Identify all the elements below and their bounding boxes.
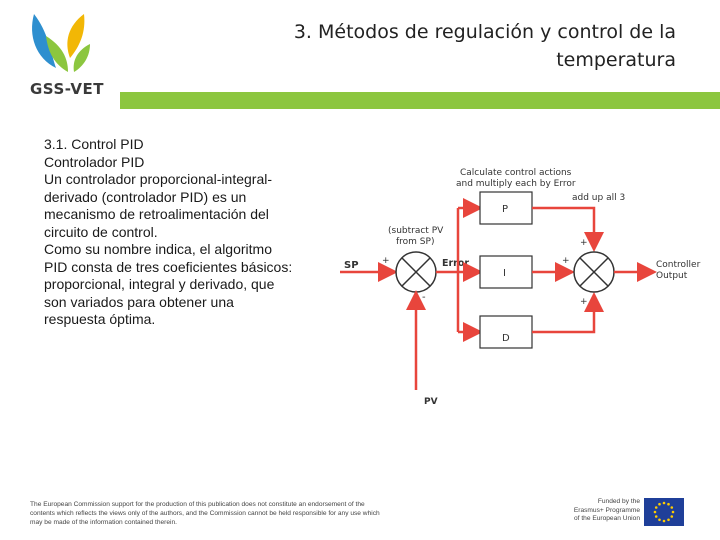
pid-diagram	[338, 160, 718, 420]
eu-star	[655, 515, 658, 518]
title-line-1: 3. Métodos de regulación y control de la	[293, 21, 676, 43]
eu-flag-icon	[644, 498, 684, 526]
subtract-label-2: from SP)	[396, 237, 435, 247]
eu-star	[670, 506, 673, 509]
output-label-1: Controller	[656, 260, 701, 270]
sp-label: SP	[344, 260, 359, 271]
funded-line: Erasmus+ Programme	[573, 506, 640, 514]
add-up-label: add up all 3	[572, 193, 626, 203]
eu-star	[655, 506, 658, 509]
page-title	[216, 18, 676, 74]
subtract-label-1: (subtract PV	[388, 226, 444, 236]
disclaimer-line: The European Commission support for the production of this publication does not constitute an endorsement of the	[30, 501, 365, 508]
eu-star	[670, 515, 673, 518]
body-line: derivado (controlador PID) es un	[44, 188, 247, 205]
body-line: Controlador PID	[44, 153, 145, 170]
eu-star	[667, 503, 670, 506]
eu-star	[672, 511, 675, 514]
body-line: Como su nombre indica, el algoritmo	[44, 241, 272, 257]
pv-label: PV	[424, 397, 438, 407]
d-block-label: D	[502, 333, 510, 344]
disclaimer-line: contents which reflects the views only of the authors, and the Commission cannot be held responsible for any use which	[30, 510, 380, 517]
sum1-minus-sign: -	[422, 292, 426, 303]
eu-star	[663, 502, 666, 505]
body-line: proporcional, integral y derivado, que	[44, 276, 275, 292]
eu-star	[658, 503, 661, 506]
funded-line: of the European Union	[574, 515, 640, 522]
i-block-label: I	[503, 268, 506, 279]
sum2-plus-mid: +	[562, 256, 570, 266]
eu-disclaimer	[30, 500, 450, 527]
body-line: Un controlador proporcional-integral-	[44, 171, 273, 187]
header-accent-bar	[120, 92, 720, 109]
sum1-plus-sign: +	[382, 256, 390, 266]
sum2-plus-bottom: +	[580, 297, 588, 307]
disclaimer-line: may be made of the information contained therein.	[30, 519, 177, 526]
eu-star	[658, 518, 661, 521]
p-block-label: P	[502, 204, 509, 215]
title-line-2: temperatura	[556, 49, 676, 71]
brand-name: GSS-VET	[30, 80, 104, 98]
sum2-plus-top: +	[580, 238, 588, 248]
eu-star	[667, 518, 670, 521]
body-line: PID consta de tres coeficientes básicos:	[44, 258, 293, 275]
body-line: respuesta óptima.	[44, 311, 156, 327]
body-line: circuito de control.	[44, 223, 158, 240]
body-line: son variados para obtener una	[44, 293, 234, 310]
eu-star	[663, 520, 666, 523]
output-label-2: Output	[656, 271, 688, 281]
error-label: Error	[442, 258, 470, 269]
funded-line: Funded by the	[597, 498, 640, 505]
body-line: 3.1. Control PID	[44, 136, 144, 152]
sum-junction-2	[574, 252, 614, 292]
eu-star	[654, 511, 657, 514]
body-line: mecanismo de retroalimentación del	[44, 206, 269, 222]
calc-label-2: and multiply each by Error	[456, 179, 576, 189]
calc-label-1: Calculate control actions	[460, 168, 572, 178]
i-block	[480, 256, 532, 288]
body-text	[44, 136, 344, 329]
funded-by-text	[548, 498, 640, 524]
sum-junction-1	[396, 252, 436, 292]
